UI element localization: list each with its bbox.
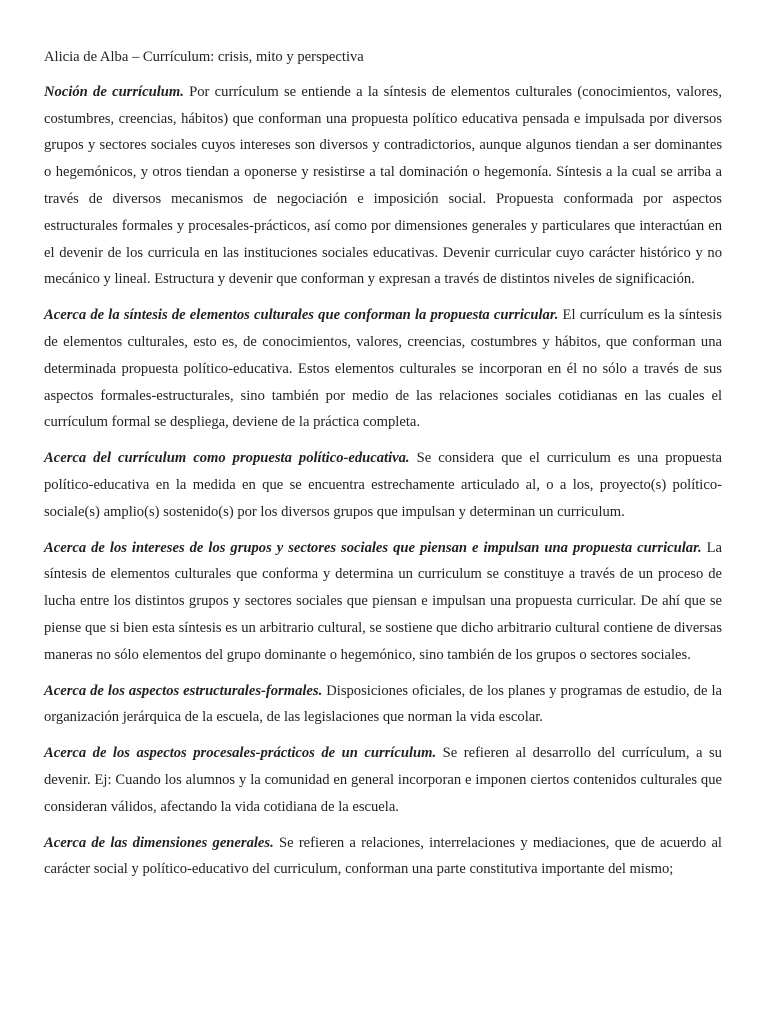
paragraph-dimensiones-generales xyxy=(44,830,722,884)
paragraph-heading: Acerca de los intereses de los grupos y sectores sociales que piensan e impulsan una propuesta curricular. xyxy=(44,539,702,556)
paragraph-text: Se refieren al desarrollo del currículum, a su devenir. Ej: Cuando los alumnos y la comunidad en general incorporan e imponen ciertos contenidos culturales que consideran válidos, afectando la vida cotidiana de la escuela. xyxy=(44,745,722,815)
paragraph-aspectos-procesales xyxy=(44,740,722,820)
paragraph-sintesis-elementos xyxy=(44,302,722,436)
document-page xyxy=(44,44,722,892)
paragraph-heading: Noción de currículum. xyxy=(44,83,184,100)
paragraph-nocion-curriculum xyxy=(44,79,722,293)
paragraph-text: Disposiciones oficiales, de los planes y programas de estudio, de la organización jerárquica de la escuela, de las legislaciones que norman la vida escolar. xyxy=(44,682,722,726)
paragraph-heading: Acerca de las dimensiones generales. xyxy=(44,834,274,851)
paragraph-intereses-grupos xyxy=(44,535,722,669)
paragraph-text: Se refieren a relaciones, interrelaciones y mediaciones, que de acuerdo al carácter social y político-educativo del curriculum, conforman una parte constitutiva importante del mismo; xyxy=(44,834,722,878)
paragraph-text: La síntesis de elementos culturales que conforma y determina un curriculum se constituye a través de un proceso de lucha entre los distintos grupos y sectores sociales que piensan e impulsan una propuesta curricular. De ahí que se piense que si bien esta síntesis es un arbitrario cultural, se sostiene que dicho arbitrario cultural contiene de diversas maneras no sólo elementos del grupo dominante o hegemónico, sino también de los grupos o sectores sociales. xyxy=(44,539,722,663)
paragraph-heading: Acerca de la síntesis de elementos culturales que conforman la propuesta curricular. xyxy=(44,307,559,324)
paragraph-propuesta-politico-educativa xyxy=(44,445,722,525)
paragraph-heading: Acerca del currículum como propuesta político-educativa. xyxy=(44,450,410,467)
paragraph-aspectos-estructurales xyxy=(44,678,722,732)
paragraph-text: Se considera que el curriculum es una propuesta político-educativa en la medida en que se encuentra estrechamente articulado al, o a los, proyecto(s) político-sociale(s) amplio(s) sostenido(s) por los diversos grupos que impulsan y determinan un curriculum. xyxy=(44,450,722,520)
document-header: Alicia de Alba – Currículum: crisis, mito y perspectiva xyxy=(44,49,364,65)
paragraph-heading: Acerca de los aspectos procesales-prácticos de un currículum. xyxy=(44,745,437,762)
paragraph-text: Por currículum se entiende a la síntesis de elementos culturales (conocimientos, valores, costumbres, creencias, hábitos) que conforman una propuesta político educativa pensada e impulsada por diversos grupos y sectores sociales cuyos intereses son diversos y contradictorios, aunque algunos tiendan a ser dominantes o hegemónicos, y otros tiendan a oponerse y resistirse a tal dominación o hegemonía. Síntesis a la cual se arriba a través de diversos mecanismos de negociación e imposición social. Propuesta conformada por aspectos estructurales formales y procesales-prácticos, así como por dimensiones generales y particulares que interactúan en el devenir de los curricula en las instituciones sociales educativas. Devenir curricular cuyo carácter histórico y no mecánico y lineal. Estructura y devenir que conforman y expresan a través de distintos niveles de significación. xyxy=(44,83,722,288)
paragraph-text: El currículum es la síntesis de elementos culturales, esto es, de conocimientos, valores, creencias, costumbres y hábitos, que conforman una determinada propuesta político-educativa. Estos elementos culturales se incorporan en él no sólo a través de sus aspectos formales-estructurales, sino también por medio de las relaciones sociales cotidianas en las cuales el currículum formal se despliega, deviene de la práctica completa. xyxy=(44,307,722,431)
paragraph-heading: Acerca de los aspectos estructurales-formales. xyxy=(44,682,323,699)
